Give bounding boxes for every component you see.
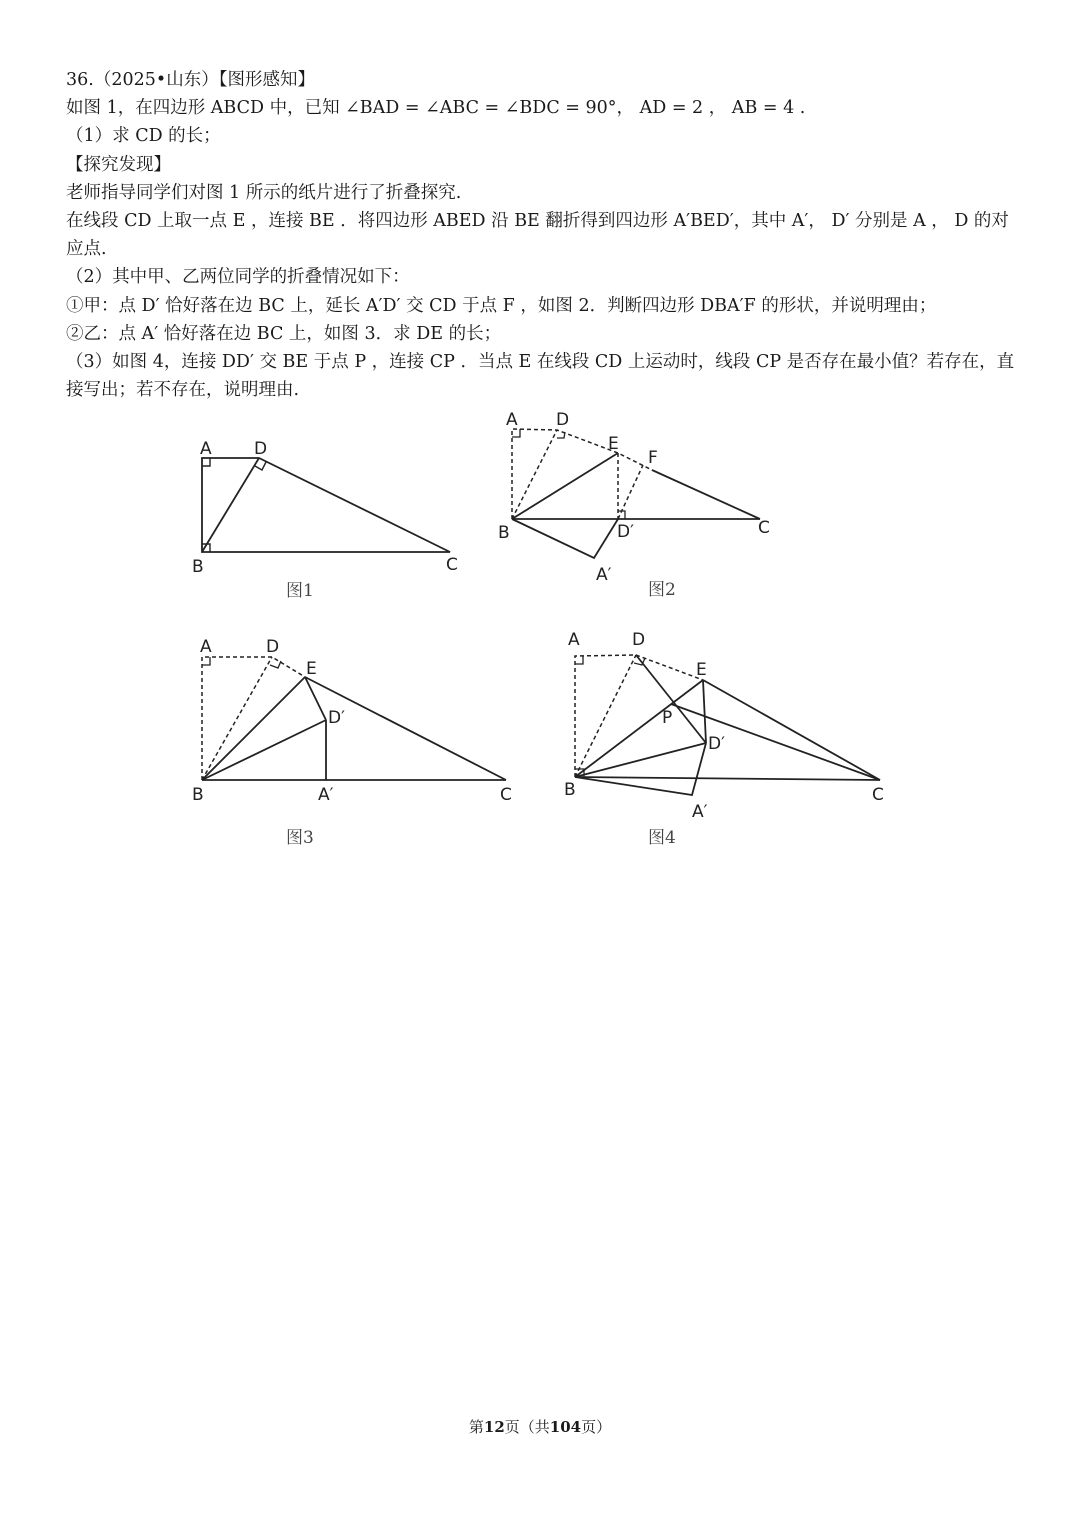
fig4-label-dp: D′ — [708, 734, 725, 754]
fig2-segment-fc — [652, 470, 760, 519]
fig4-right-angle-a — [575, 656, 583, 664]
figure-4 — [550, 625, 900, 855]
fig3-caption: 图3 — [286, 828, 314, 848]
fig4-label-c: C — [872, 785, 884, 805]
fig4-segment-pc — [671, 704, 880, 780]
fig2-label-f: F — [648, 448, 658, 468]
section-explore: 【探究发现】 — [66, 154, 171, 175]
fig3-right-angle-a — [202, 657, 210, 665]
fig4-segment-edp — [703, 680, 706, 743]
fig4-label-e: E — [696, 660, 707, 680]
fig4-label-p: P — [662, 708, 673, 728]
fig1-right-angle-a — [202, 458, 210, 466]
fig4-segment-bc — [575, 777, 880, 780]
figure-2-svg — [490, 405, 790, 605]
fig2-caption: 图2 — [648, 580, 676, 600]
fig3-segment-be — [202, 677, 305, 780]
fig1-label-c: C — [446, 555, 458, 575]
fig4-segment-bdp — [575, 743, 706, 777]
figure-1 — [180, 430, 480, 605]
fold-description: 在线段 CD 上取一点 E ，连接 BE ．将四边形 ABED 沿 BE 翻折得到四边形 A′BED′，其中 A′， D′ 分别是 A ， D 的对应点. — [66, 211, 1009, 260]
fig1-label-b: B — [192, 557, 204, 577]
footer-total-pages: 104 — [549, 1418, 582, 1436]
fig2-label-e: E — [608, 434, 619, 454]
fig1-segment-bd — [202, 458, 259, 552]
fig2-label-dp: D′ — [617, 522, 634, 542]
fig4-label-ap: A′ — [692, 802, 708, 822]
question-2a: ①甲：点 D′ 恰好落在边 BC 上，延长 A′D′ 交 CD 于点 F ，如图 2．判断四边形 DBA′F 的形状，并说明理由； — [66, 295, 937, 316]
fig2-label-a: A — [506, 410, 518, 430]
question-2b: ②乙：点 A′ 恰好落在边 BC 上，如图 3．求 DE 的长； — [66, 323, 502, 344]
fig2-label-d: D — [556, 410, 570, 430]
fig3-label-c: C — [500, 785, 512, 805]
fig2-label-ap: A′ — [596, 565, 612, 585]
fig3-segment-edp — [305, 677, 326, 720]
fig4-label-b: B — [564, 780, 576, 800]
fig3-label-e: E — [306, 659, 317, 679]
fig4-segment-ec — [703, 680, 880, 780]
question-2: （2）其中甲、乙两位同学的折叠情况如下： — [66, 267, 410, 288]
fig2-label-c: C — [758, 518, 770, 538]
problem-header: 36.（2025•山东）【图形感知】 — [66, 70, 315, 90]
page-footer — [0, 1416, 1080, 1437]
fig2-folded-edges — [512, 519, 618, 558]
footer-prefix: 第 — [468, 1418, 484, 1436]
fig4-segment-be — [575, 680, 703, 777]
fig1-caption: 图1 — [286, 581, 314, 601]
footer-page-number: 12 — [483, 1418, 505, 1436]
fig4-label-a: A — [568, 630, 580, 650]
fig3-label-b: B — [192, 785, 204, 805]
figure-1-svg — [180, 430, 480, 605]
fig4-folded-edges — [575, 743, 706, 795]
fig2-right-angle-a — [512, 429, 520, 437]
fig3-label-ap: A′ — [318, 785, 334, 805]
fig3-dashed-fold-lines — [202, 657, 305, 780]
fig1-label-d: D — [254, 439, 268, 459]
problem-text — [66, 66, 1026, 404]
figure-2 — [490, 405, 790, 605]
figure-4-svg — [550, 625, 900, 855]
fig1-quadrilateral — [202, 458, 450, 552]
fig3-segment-ec — [305, 677, 506, 780]
question-1: （1）求 CD 的长； — [66, 126, 221, 147]
intro-text: 老师指导同学们对图 1 所示的纸片进行了折叠探究. — [66, 182, 462, 203]
problem-given: 如图 1，在四边形 ABCD 中，已知 ∠BAD = ∠ABC = ∠BDC = 90°， AD = 2 ， AB = 4 . — [66, 98, 806, 119]
fig3-label-d: D — [266, 637, 280, 657]
fig3-right-angle-d — [270, 661, 281, 668]
fig4-caption: 图4 — [648, 828, 676, 848]
figure-3-svg — [180, 630, 530, 855]
footer-suffix: 页） — [581, 1418, 612, 1436]
fig3-label-a: A — [200, 637, 212, 657]
fig4-label-d: D — [632, 630, 646, 650]
fig2-label-b: B — [498, 523, 510, 543]
fig3-segment-bdp — [202, 720, 326, 780]
fig1-label-a: A — [200, 439, 212, 459]
question-3: （3）如图 4，连接 DD′ 交 BE 于点 P ，连接 CP ．当点 E 在线段 CD 上运动时，线段 CP 是否存在最小值？若存在，直接写出；若不存在，说明理由. — [66, 352, 1015, 401]
figure-3 — [180, 630, 530, 855]
footer-middle: 页（共 — [504, 1418, 550, 1436]
fig3-label-dp: D′ — [328, 708, 345, 728]
